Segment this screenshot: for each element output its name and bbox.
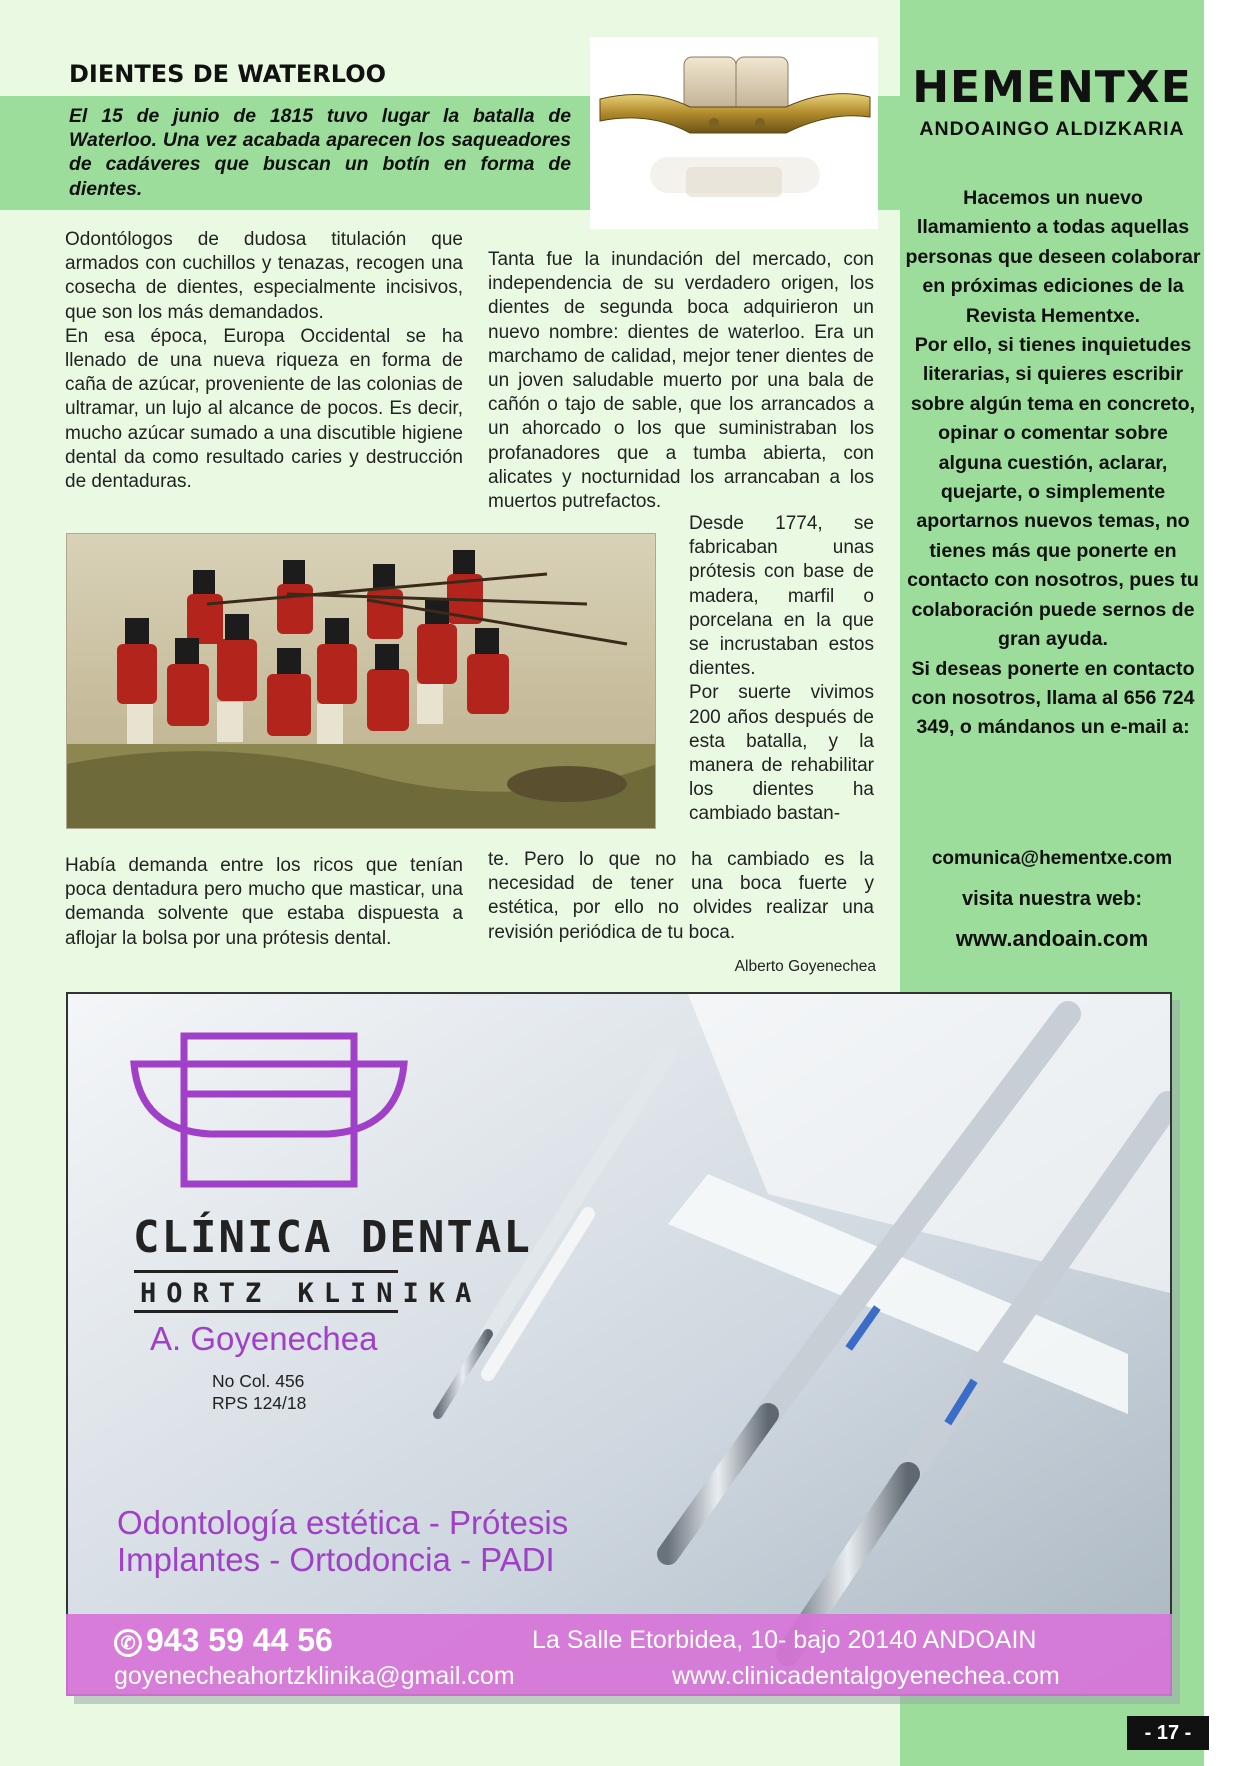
article-column-2-narrow xyxy=(689,512,874,827)
logo-rule xyxy=(134,1270,398,1273)
clinic-dentist-name: A. Goyenechea xyxy=(150,1320,378,1357)
magazine-title: HEMENTXE xyxy=(912,62,1192,113)
clinic-phone-number: 943 59 44 56 xyxy=(146,1622,333,1658)
logo-rule xyxy=(134,1310,398,1313)
article-lead: El 15 de junio de 1815 tuvo lugar la batalla de Waterloo. Una vez acabada aparecen los saqueadores de cadáveres que buscan un botín en forma de dientes. xyxy=(69,105,571,200)
article-paragraph: Había demanda entre los ricos que tenían poca dentadura pero mucho que masticar, una demanda solvente que estaba dispuesta a aflojar la bolsa por una prótesis dental. xyxy=(65,855,463,949)
article-paragraph: Tanta fue la inundación del mercado, con independencia de su verdadero origen, los dientes de segunda boca adquirieron un nuevo nombre: dientes de waterloo. Era un marchamo de calidad, mejor tener dientes de un joven saludable muerto por una bala de cañón o tajo de sable, que los arrancados a un ahorcado o los que suministraban los profanadores que a tumba abierta, con alicates y nocturnidad los arrancaban a los muertos putrefactos. xyxy=(488,249,874,513)
sidebar-paragraph: Por ello, si tienes inquietudes literarias, si quieres escribir sobre algún tema en concreto, opinar o comentar sobre alguna cuestión, aclarar, quejarte, o simplemente aportarnos nuevos temas, no tienes más que ponerte en contacto con nosotros, pues tu colaboración puede sernos de gran ayuda. xyxy=(907,334,1199,651)
article-paragraph: Por suerte vivimos 200 años después de esta batalla, y la manera de rehabilitar los dientes ha cambiado bastan- xyxy=(689,682,874,825)
article-paragraph: Desde 1774, se fabricaban unas prótesis con base de madera, marfil o porcelana en la que se incrustaban estos dientes. xyxy=(689,513,874,680)
article-paragraph: Odontólogos de dudosa titulación que armados con cuchillos y tenazas, recogen una cosecha de dientes, especialmente incisivos, que son los más demandados. xyxy=(65,229,463,323)
clinic-logo-subtitle: HORTZ KLINIKA xyxy=(140,1278,482,1309)
waterloo-teeth-photo xyxy=(590,37,878,229)
clinic-registration xyxy=(212,1370,306,1414)
clinic-website[interactable]: www.clinicadentalgoyenechea.com xyxy=(672,1662,1060,1690)
magazine-subtitle: ANDOAINGO ALDIZKARIA xyxy=(919,118,1185,140)
article-column-2-bottom xyxy=(488,848,874,945)
clinic-email[interactable]: goyenecheahortzklinika@gmail.com xyxy=(114,1662,515,1690)
article-author: Alberto Goyenechea xyxy=(734,958,876,975)
services-line: Implantes - Ortodoncia - PADI xyxy=(117,1541,555,1578)
sidebar-web-label: visita nuestra web: xyxy=(961,888,1143,910)
rps-number: RPS 124/18 xyxy=(212,1393,307,1413)
sidebar-paragraph: Si deseas ponerte en contacto con nosotros, llama al 656 724 349, o mándanos un e-mail a: xyxy=(911,657,1195,739)
sidebar-call-for-collaboration xyxy=(904,184,1202,743)
waterloo-battle-painting xyxy=(66,533,656,829)
page-margin xyxy=(1204,0,1241,1766)
article-column-2-top xyxy=(488,248,874,514)
collegiate-number: No Col. 456 xyxy=(212,1371,305,1391)
clinic-address: La Salle Etorbidea, 10- bajo 20140 ANDOAIN xyxy=(532,1626,1037,1654)
sidebar-web-link[interactable]: www.andoain.com xyxy=(955,926,1149,951)
article-paragraph: te. Pero lo que no ha cambiado es la necesidad de tener una boca fuerte y estética, por ello no olvides realizar una revisión periódica de tu boca. xyxy=(488,849,874,943)
sidebar-paragraph: Hacemos un nuevo llamamiento a todas aquellas personas que deseen colaborar en próximas ediciones de la Revista Hementxe. xyxy=(905,187,1201,327)
page-number: - 17 - xyxy=(1127,1716,1209,1750)
clinic-services xyxy=(117,1504,568,1578)
article-column-1-bottom xyxy=(65,854,463,951)
clinic-logo-title: CLÍNICA DENTAL xyxy=(133,1212,532,1263)
services-line: Odontología estética - Prótesis xyxy=(117,1504,569,1541)
sidebar-email-link[interactable]: comunica@hementxe.com xyxy=(931,848,1173,869)
article-paragraph: En esa época, Europa Occidental se ha llenado de una nueva riqueza en forma de caña de azúcar, proveniente de las colonias de ultramar, un lujo al alcance de pocos. Es decir, mucho azúcar sumado a una discutible higiene dental da como resultado caries y destrucción de dentaduras. xyxy=(65,325,463,493)
article-title: DIENTES DE WATERLOO xyxy=(69,60,387,88)
article-column-1 xyxy=(65,228,463,494)
clinic-phone[interactable] xyxy=(114,1622,333,1659)
phone-icon: ✆ xyxy=(114,1629,142,1657)
clinic-tooth-logo-icon xyxy=(128,1030,410,1190)
